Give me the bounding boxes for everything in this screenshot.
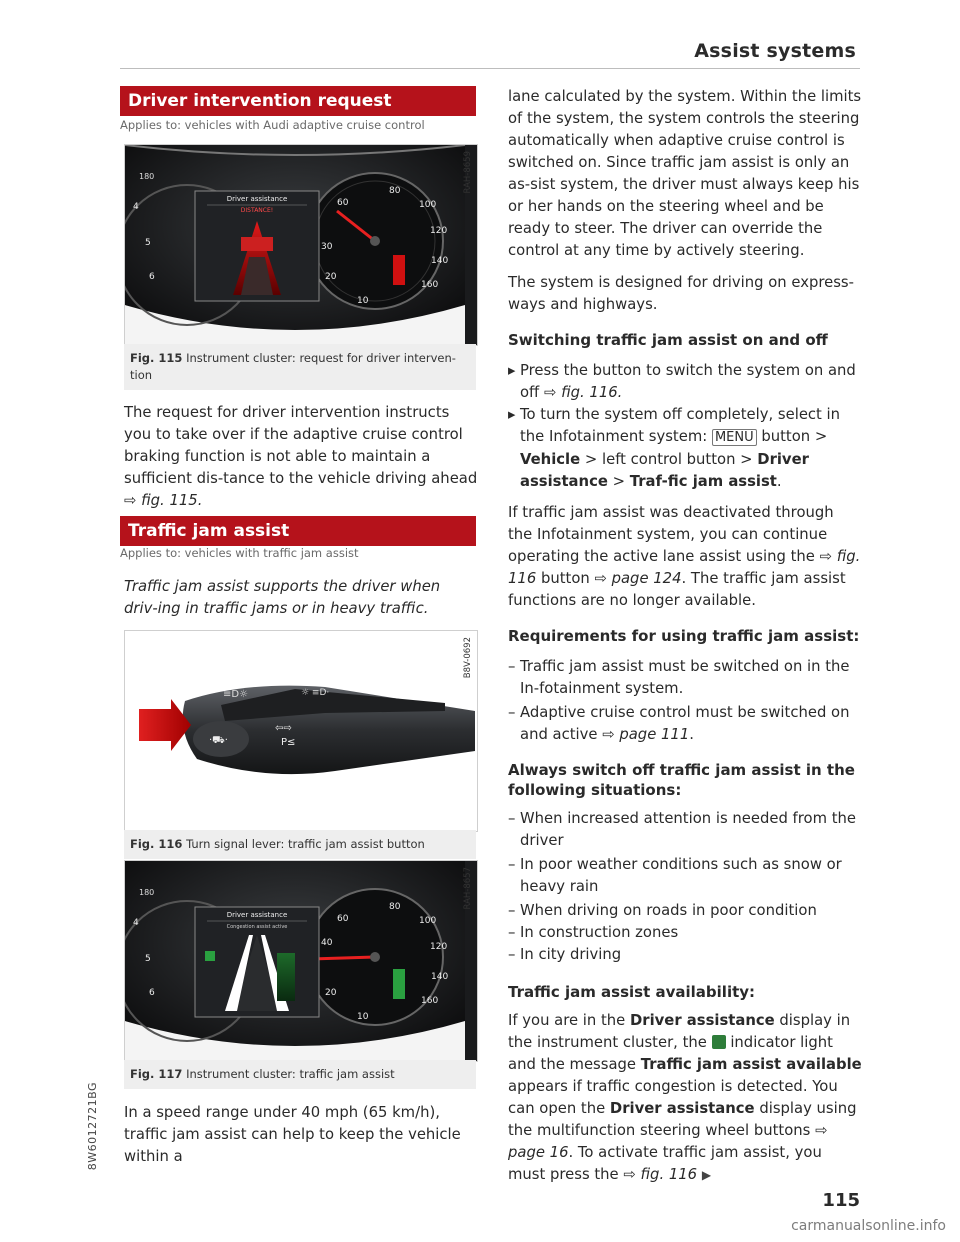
paragraph-text: The request for driver intervention instructs you to take over if the adaptive cruise control braking function is not able to maintain a sufficient dis-tance to the vehicle driving ahead	[124, 404, 478, 487]
bullet-text: > left control button >	[584, 451, 753, 468]
list-item-req-1	[508, 656, 862, 700]
caption-fig-117	[124, 1060, 476, 1089]
menu-path-traffic-jam-assist: Traf-fic jam assist	[629, 473, 777, 490]
svg-text:DISTANCE!: DISTANCE!	[240, 207, 274, 214]
bullet-text: .	[776, 473, 782, 490]
ref-page-16[interactable]: ⇨ page 16	[508, 1122, 828, 1161]
svg-text:4: 4	[133, 918, 139, 928]
paragraph-speed-range: In a speed range under 40 mph (65 km/h), traffic jam assist can help to keep the vehicle within a	[124, 1104, 461, 1165]
range-readout: 180	[139, 888, 155, 897]
instrument-cluster-illustration	[125, 861, 477, 1061]
svg-text:6: 6	[149, 988, 155, 998]
svg-text:20: 20	[325, 988, 337, 998]
paragraph-text: button	[540, 570, 590, 587]
dash-marker: –	[508, 856, 516, 873]
bullet-text: When increased attention is needed from the driver	[520, 810, 856, 849]
term-driver-assistance: Driver assistance	[609, 1100, 755, 1117]
turn-signal-lever-illustration	[125, 631, 477, 831]
svg-text:Driver assistance: Driver assistance	[226, 911, 288, 919]
list-item-always-4	[508, 922, 862, 944]
svg-text:160: 160	[421, 280, 439, 290]
svg-text:5: 5	[145, 238, 151, 248]
paragraph-text: display using the multifunction steering wheel buttons	[508, 1100, 857, 1139]
ref-fig-116[interactable]: ⇨ fig. 116	[508, 548, 861, 587]
heading-always-switch-off: Always switch off traffic jam assist in the following situations:	[508, 761, 855, 799]
applies-to-acc: Applies to: vehicles with Audi adaptive cruise control	[120, 118, 425, 132]
running-header: Assist systems	[694, 40, 856, 62]
heading-requirements: Requirements for using traffic jam assist:	[508, 627, 860, 645]
light-icon: ≡D☼	[223, 689, 249, 700]
bullet-marker: ▸	[508, 362, 516, 379]
dash-marker: –	[508, 946, 516, 963]
term-driver-assistance: Driver assistance	[630, 1012, 775, 1029]
park-icon: P≤	[281, 737, 296, 748]
continue-arrow-icon: ▶	[701, 1168, 712, 1182]
ref-fig-115[interactable]: ⇨ fig. 115.	[124, 492, 203, 509]
bullet-text: In city driving	[520, 946, 622, 963]
paragraph-text: If traffic jam assist was deactivated through the Infotainment system, you can continue operating the active lane assist using the	[508, 504, 834, 565]
caption-text: Instrument cluster: request for driver interven-tion	[130, 351, 456, 382]
traffic-jam-indicator-icon	[712, 1035, 726, 1049]
caption-number: Fig. 116	[130, 837, 183, 851]
bullet-text: In construction zones	[520, 924, 679, 941]
svg-text:100: 100	[419, 200, 437, 210]
svg-text:10: 10	[357, 1012, 369, 1022]
list-item-req-2	[508, 702, 862, 746]
figure-code: B8V-0692	[463, 637, 473, 679]
ref-page-111[interactable]: ⇨ page 111	[602, 726, 690, 743]
caption-fig-115	[124, 344, 476, 390]
list-item-press-button	[508, 360, 862, 404]
instrument-cluster-illustration	[125, 145, 477, 345]
heading-availability: Traffic jam assist availability:	[508, 983, 756, 1001]
menu-key: MENU	[712, 429, 757, 446]
bullet-text: In poor weather conditions such as snow or heavy rain	[520, 856, 842, 895]
caption-number: Fig. 117	[130, 1067, 183, 1081]
bullet-text: To turn the system off completely, select in the Infotainment system:	[520, 406, 841, 445]
bullet-text: button >	[761, 428, 828, 445]
svg-text:140: 140	[431, 256, 449, 266]
paragraph-text: If you are in the	[508, 1012, 626, 1029]
bullet-text: >	[612, 473, 626, 490]
ref-fig-116[interactable]: ⇨ fig. 116	[623, 1166, 698, 1183]
paragraph-deactivated	[508, 502, 862, 612]
menu-path-vehicle: Vehicle	[520, 451, 581, 468]
svg-text:10: 10	[357, 296, 369, 306]
svg-text:6: 6	[149, 272, 155, 282]
header-rule	[120, 68, 860, 69]
caption-text: Instrument cluster: traffic jam assist	[186, 1067, 395, 1081]
figure-117	[124, 860, 478, 1062]
svg-text:60: 60	[337, 198, 349, 208]
figure-116	[124, 630, 478, 832]
svg-text:Congestion assist active: Congestion assist active	[226, 924, 288, 930]
svg-text:80: 80	[389, 902, 401, 912]
bullet-text: Press the button to switch the system on and off	[520, 362, 856, 401]
dash-marker: –	[508, 658, 516, 675]
section-title-traffic-jam: Traffic jam assist	[120, 516, 476, 546]
dash-marker: –	[508, 810, 516, 827]
page-number: 115	[822, 1190, 860, 1211]
svg-text:Driver assistance: Driver assistance	[226, 195, 288, 203]
svg-text:80: 80	[389, 186, 401, 196]
svg-text:5: 5	[145, 954, 151, 964]
svg-text:140: 140	[431, 972, 449, 982]
document-code: 8W6012721BG	[86, 1082, 99, 1171]
section-title-driver-intervention: Driver intervention request	[120, 86, 476, 116]
lane-assist-icon: ⇦⇨	[275, 723, 292, 734]
paragraph-intervention	[124, 402, 478, 512]
paragraph-text: . The traffic jam assist functions are no longer available.	[508, 570, 846, 609]
dash-marker: –	[508, 902, 516, 919]
list-item-turn-off	[508, 404, 862, 493]
ref-fig-116[interactable]: ⇨ fig. 116.	[543, 384, 623, 401]
paragraph-lane-calc: lane calculated by the system. Within the limits of the system, the system controls the steering automatically when adaptive cruise control is switched on. Since traffic jam assist is only an as-sist system, the driver must always keep his or her hands on the steering wheel and be ready to steer. The driver can override the control at any time by actively steering.	[508, 88, 862, 259]
figure-code: RAH-8659	[463, 151, 473, 194]
bullet-text: Traffic jam assist must be switched on in the In-fotainment system.	[520, 658, 850, 697]
svg-text:60: 60	[337, 914, 349, 924]
svg-text:30: 30	[321, 242, 333, 252]
list-item-always-2	[508, 854, 862, 898]
list-item-always-5	[508, 944, 862, 966]
figure-115	[124, 144, 478, 346]
pointer-arrow	[139, 699, 191, 751]
ref-page-124[interactable]: ⇨ page 124	[594, 570, 682, 587]
caption-fig-116	[124, 830, 476, 859]
svg-text:40: 40	[321, 938, 333, 948]
figure-code: RAH-8657	[463, 867, 473, 910]
bullet-text: Adaptive cruise control must be switched on and active	[520, 704, 850, 743]
list-item-always-3	[508, 900, 862, 922]
caption-text: Turn signal lever: traffic jam assist button	[186, 837, 425, 851]
term-message: Traffic jam assist available	[640, 1056, 862, 1073]
applies-to-tja: Applies to: vehicles with traffic jam assist	[120, 546, 359, 560]
menu-path-driver-assistance: Driver assistance	[520, 451, 809, 490]
paragraph-text: . To activate traffic jam assist, you must press the	[508, 1144, 822, 1183]
list-item-always-1	[508, 808, 862, 852]
traffic-jam-assist-icon[interactable]: ·⛟·	[209, 735, 228, 746]
svg-text:120: 120	[430, 226, 448, 236]
paragraph-availability	[508, 1010, 862, 1186]
heading-switch-on-off: Switching traffic jam assist on and off	[508, 331, 828, 349]
paragraph-designed-for: The system is designed for driving on express-ways and highways.	[508, 274, 854, 313]
paragraph-text: display in the instrument cluster, the	[508, 1012, 851, 1051]
svg-text:160: 160	[421, 996, 439, 1006]
svg-text:120: 120	[430, 942, 448, 952]
svg-text:4: 4	[133, 202, 139, 212]
watermark: carmanualsonline.info	[791, 1218, 946, 1234]
dash-marker: –	[508, 924, 516, 941]
lead-paragraph: Traffic jam assist supports the driver when driv-ing in traffic jams or in heavy traffic.	[124, 578, 441, 617]
bullet-marker: ▸	[508, 406, 516, 423]
paragraph-text: appears if traffic congestion is detected. You can open the	[508, 1078, 838, 1117]
dash-marker: –	[508, 704, 516, 721]
bullet-text: When driving on roads in poor condition	[520, 902, 817, 919]
range-readout: 180	[139, 172, 155, 181]
svg-text:100: 100	[419, 916, 437, 926]
bullet-text: .	[689, 726, 694, 743]
caption-number: Fig. 115	[130, 351, 183, 365]
paragraph-text: indicator light and the message	[508, 1034, 833, 1073]
svg-text:20: 20	[325, 272, 337, 282]
hud-icon: ☼ ≡D·	[301, 688, 330, 698]
